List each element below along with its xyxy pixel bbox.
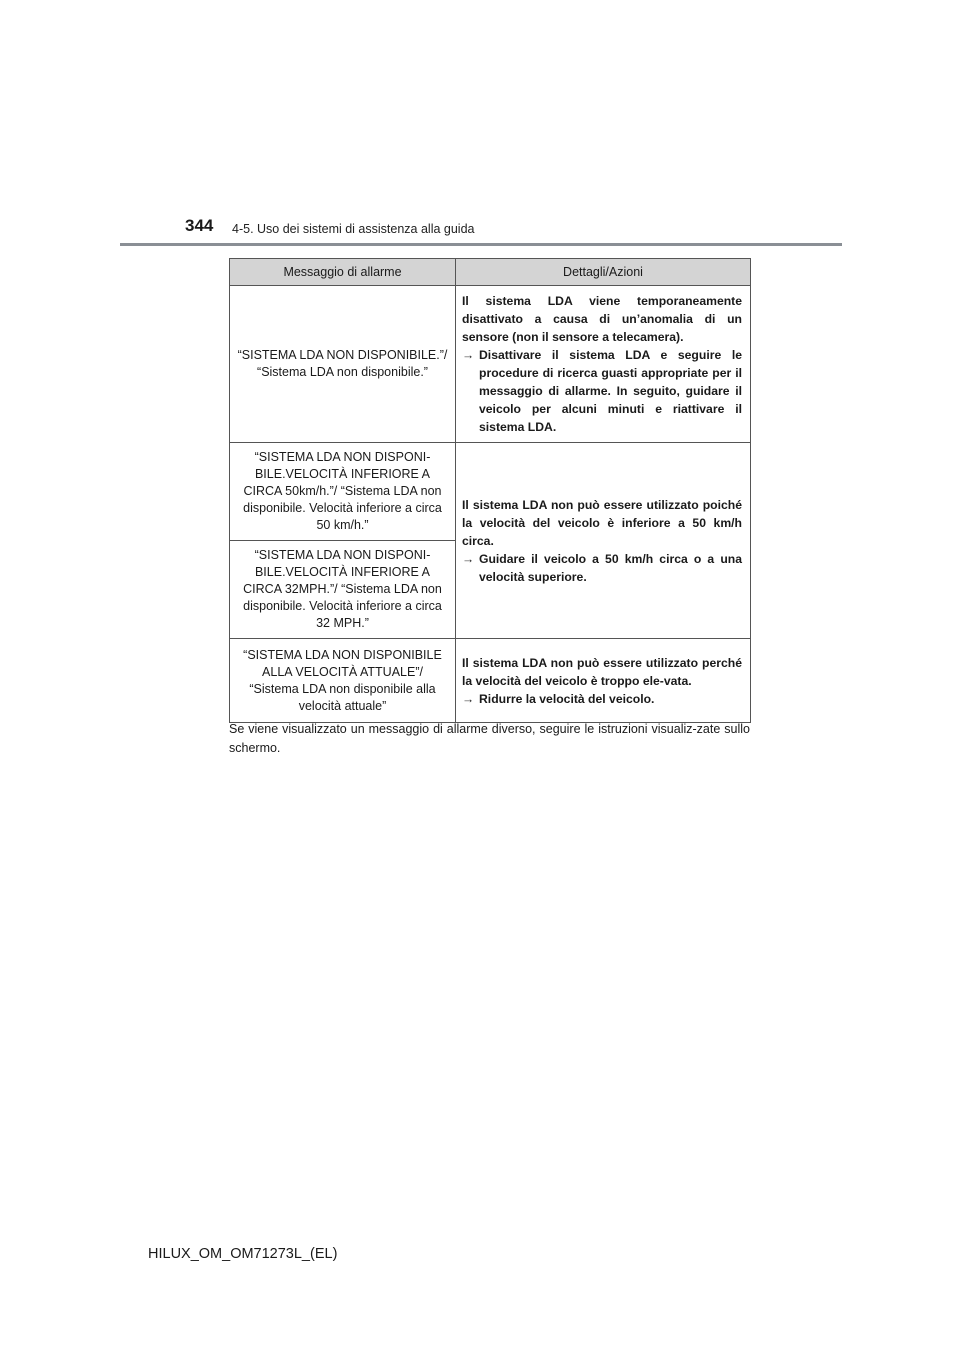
details-cell (456, 639, 751, 723)
message-cell: “SISTEMA LDA NON DISPONI-BILE.VELOCITÀ INFERIORE A CIRCA 32MPH.”/ “Sistema LDA non disponibile. Velocità inferiore a circa 32 MPH.” (230, 541, 456, 639)
arrow-icon: → (462, 691, 475, 706)
message-cell: “SISTEMA LDA NON DISPONI-BILE.VELOCITÀ INFERIORE A CIRCA 50km/h.”/ “Sistema LDA non disponibile. Velocità inferiore a circa 50 km/h.” (230, 443, 456, 541)
action-item (462, 550, 742, 586)
table-row (230, 639, 751, 723)
column-header-message: Messaggio di allarme (230, 259, 456, 286)
action-text: Disattivare il sistema LDA e seguire le procedure di ricerca guasti appropriate per il messaggio di allarme. In seguito, guidare il veicolo per alcuni minuti e riattivare il sistema LDA. (479, 348, 742, 434)
action-item (462, 346, 742, 436)
message-cell: “SISTEMA LDA NON DISPONIBILE.”/ “Sistema LDA non disponibile.” (230, 286, 456, 443)
arrow-icon: → (462, 551, 475, 566)
action-text: Guidare il veicolo a 50 km/h circa o a una velocità superiore. (479, 551, 742, 584)
arrow-icon: → (462, 348, 475, 362)
message-cell: “SISTEMA LDA NON DISPONIBILE ALLA VELOCITÀ ATTUALE”/ “Sistema LDA non disponibile alla velocità attuale” (230, 639, 456, 723)
details-text: Il sistema LDA non può essere utilizzato perché la velocità del veicolo è troppo ele-vata. (462, 655, 742, 688)
table-row (230, 443, 751, 541)
section-title: 4-5. Uso dei sistemi di assistenza alla guida (232, 222, 475, 236)
table-row (230, 286, 751, 443)
details-cell (456, 443, 751, 639)
footnote-text: Se viene visualizzato un messaggio di allarme diverso, seguire le istruzioni visualiz-zate sullo schermo. (229, 722, 750, 755)
header-rule (120, 243, 842, 246)
details-text: Il sistema LDA viene temporaneamente disattivato a causa di un’anomalia di un sensore (non il sensore a telecamera). (462, 294, 742, 344)
details-cell (456, 286, 751, 443)
warning-messages-table (229, 258, 751, 723)
column-header-details: Dettagli/Azioni (456, 259, 751, 286)
action-item (462, 690, 742, 708)
table-header-row (230, 259, 751, 286)
details-text: Il sistema LDA non può essere utilizzato poiché la velocità del veicolo è inferiore a 50 km/h circa. (462, 497, 742, 548)
page-number: 344 (185, 216, 214, 235)
action-text: Ridurre la velocità del veicolo. (479, 691, 655, 706)
document-code: HILUX_OM_OM71273L_(EL) (148, 1246, 338, 1262)
